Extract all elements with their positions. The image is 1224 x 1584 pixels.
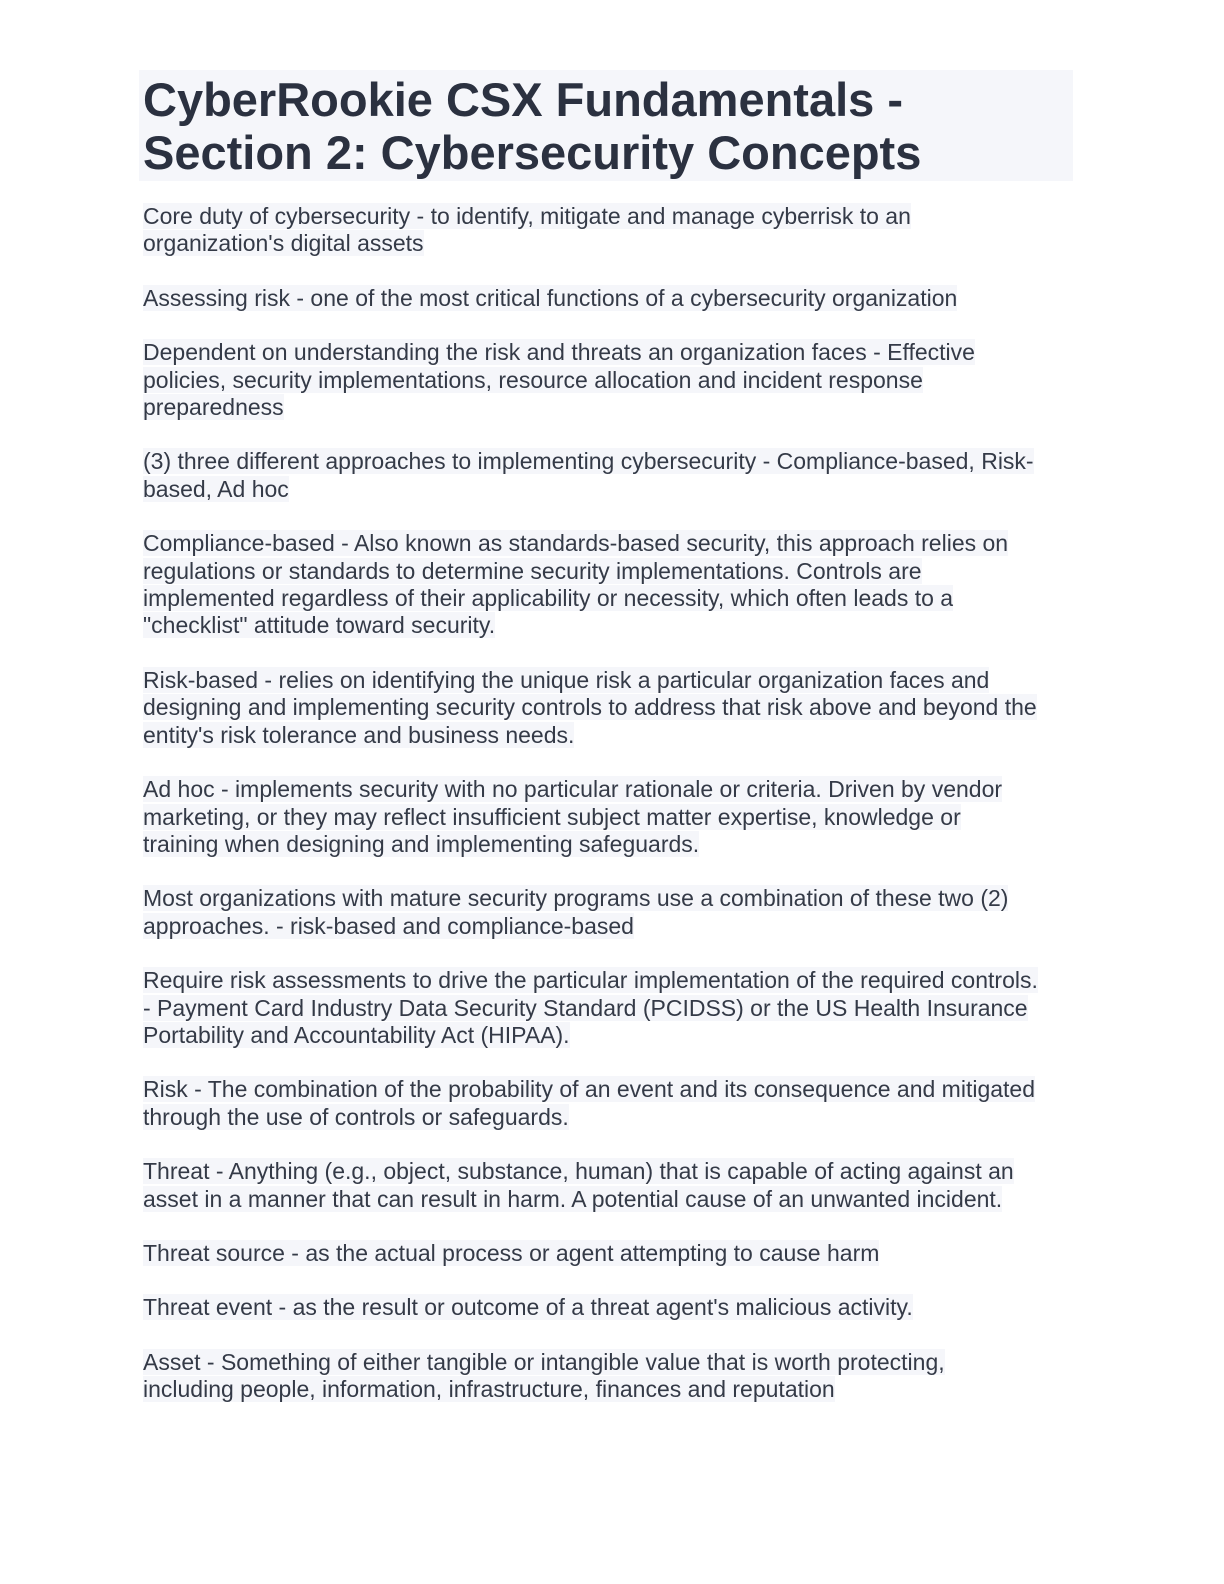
entry-line: (3) three different approaches to implementing cybersecurity - Compliance-based, Risk-: [143, 448, 1034, 475]
title-line: Section 2: Cybersecurity Concepts: [143, 126, 922, 179]
entry-line: Portability and Accountability Act (HIPAA).: [143, 1021, 570, 1048]
entry-line: implemented regardless of their applicability or necessity, which often leads to a: [143, 585, 954, 612]
document-page: [139, 70, 1073, 1431]
entry-line: Threat source - as the actual process or agent attempting to cause harm: [143, 1239, 880, 1266]
entry-line: Most organizations with mature security programs use a combination of these two (2): [143, 885, 1009, 912]
entry-line: Threat - Anything (e.g., object, substance, human) that is capable of acting against an: [143, 1158, 1014, 1185]
entry-line: Require risk assessments to drive the particular implementation of the required controls.: [143, 967, 1038, 994]
entry-line: based, Ad hoc: [143, 475, 289, 502]
flashcard-asset: [143, 1349, 1073, 1404]
entry-line: entity's risk tolerance and business needs.: [143, 721, 575, 748]
entry-line: policies, security implementations, resource allocation and incident response: [143, 366, 923, 393]
flashcard-list: [139, 203, 1073, 1404]
entry-line: approaches. - risk-based and compliance-based: [143, 912, 634, 939]
entry-line: preparedness: [143, 394, 284, 421]
flashcard-threat: [143, 1158, 1073, 1213]
title-line: CyberRookie CSX Fundamentals -: [143, 73, 903, 126]
flashcard-core-duty: [143, 203, 1073, 258]
flashcard-dependent-on-understanding: [143, 339, 1073, 421]
flashcard-risk: [143, 1076, 1073, 1131]
document-title: [139, 70, 1073, 181]
entry-line: Assessing risk - one of the most critical functions of a cybersecurity organization: [143, 284, 958, 311]
flashcard-risk-based: [143, 667, 1073, 749]
entry-line: regulations or standards to determine security implementations. Controls are: [143, 557, 922, 584]
entry-line: designing and implementing security controls to address that risk above and beyond the: [143, 694, 1037, 721]
entry-line: Core duty of cybersecurity - to identify, mitigate and manage cyberrisk to an: [143, 203, 911, 229]
flashcard-threat-source: [143, 1240, 1073, 1267]
entry-line: training when designing and implementing safeguards.: [143, 830, 700, 857]
flashcard-threat-event: [143, 1294, 1073, 1321]
entry-line: organization's digital assets: [143, 230, 424, 257]
entry-line: Dependent on understanding the risk and threats an organization faces - Effective: [143, 339, 975, 366]
flashcard-assessing-risk: [143, 285, 1073, 312]
entry-line: - Payment Card Industry Data Security Standard (PCIDSS) or the US Health Insurance: [143, 994, 1028, 1021]
entry-line: Risk - The combination of the probability of an event and its consequence and mitigated: [143, 1076, 1036, 1103]
flashcard-mature-programs: [143, 885, 1073, 940]
entry-line: Asset - Something of either tangible or intangible value that is worth protecting,: [143, 1348, 945, 1375]
entry-line: "checklist" attitude toward security.: [143, 612, 496, 639]
entry-line: Compliance-based - Also known as standards-based security, this approach relies on: [143, 530, 1009, 557]
flashcard-compliance-based: [143, 530, 1073, 640]
entry-line: asset in a manner that can result in harm. A potential cause of an unwanted incident.: [143, 1185, 1003, 1212]
entry-line: Risk-based - relies on identifying the unique risk a particular organization faces and: [143, 666, 990, 693]
entry-line: marketing, or they may reflect insufficient subject matter expertise, knowledge or: [143, 803, 961, 830]
entry-line: Threat event - as the result or outcome of a threat agent's malicious activity.: [143, 1294, 913, 1321]
flashcard-three-approaches: [143, 448, 1073, 503]
entry-line: including people, information, infrastructure, finances and reputation: [143, 1376, 835, 1403]
flashcard-ad-hoc: [143, 776, 1073, 858]
entry-line: through the use of controls or safeguards.: [143, 1103, 569, 1130]
entry-line: Ad hoc - implements security with no particular rationale or criteria. Driven by vendor: [143, 776, 1003, 803]
flashcard-require-risk-assessments: [143, 967, 1073, 1049]
